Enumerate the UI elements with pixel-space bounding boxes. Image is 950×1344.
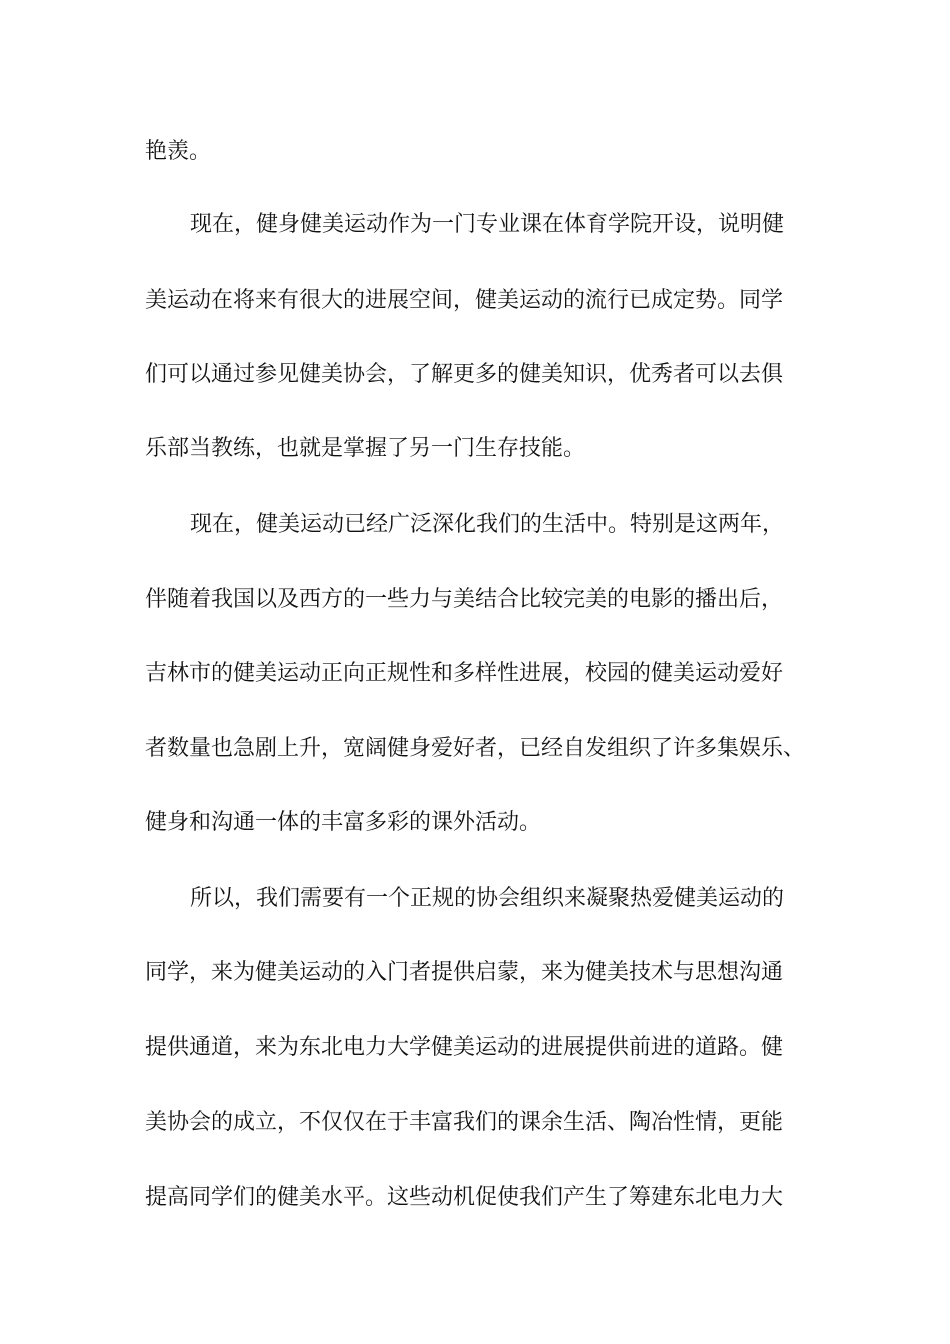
paragraph-3-line-4: 者数量也急剧上升，宽阔健身爱好者，已经自发组织了许多集娱乐、 [145, 736, 806, 761]
paragraph-3-line-5: 健身和沟通一体的丰富多彩的课外活动。 [145, 810, 542, 835]
paragraph-3-line-1: 现在，健美运动已经广泛深化我们的生活中。特别是这两年， [190, 512, 785, 537]
paragraph-4-line-3: 提供通道，来为东北电力大学健美运动的进展提供前进的道路。健 [145, 1035, 784, 1060]
paragraph-4-line-2: 同学，来为健美运动的入门者提供启蒙，来为健美技术与思想沟通 [145, 960, 784, 985]
paragraph-4-line-5: 提高同学们的健美水平。这些动机促使我们产生了筹建东北电力大 [145, 1185, 784, 1210]
paragraph-line-1: 艳羡。 [145, 139, 212, 164]
paragraph-3-line-3: 吉林市的健美运动正向正规性和多样性进展，校园的健美运动爱好 [145, 661, 784, 686]
paragraph-2-line-2: 美运动在将来有很大的进展空间，健美运动的流行已成定势。同学 [145, 288, 784, 313]
paragraph-4-line-4: 美协会的成立，不仅仅在于丰富我们的课余生活、陶冶性情，更能 [145, 1110, 784, 1135]
paragraph-2-line-4: 乐部当教练，也就是掌握了另一门生存技能。 [145, 436, 586, 461]
paragraph-3-line-2: 伴随着我国以及西方的一些力与美结合比较完美的电影的播出后， [145, 587, 784, 612]
paragraph-2-line-3: 们可以通过参见健美协会，了解更多的健美知识，优秀者可以去俱 [145, 362, 784, 387]
paragraph-2-line-1: 现在，健身健美运动作为一门专业课在体育学院开设，说明健 [190, 212, 785, 237]
paragraph-4-line-1: 所以，我们需要有一个正规的协会组织来凝聚热爱健美运动的 [190, 886, 785, 911]
